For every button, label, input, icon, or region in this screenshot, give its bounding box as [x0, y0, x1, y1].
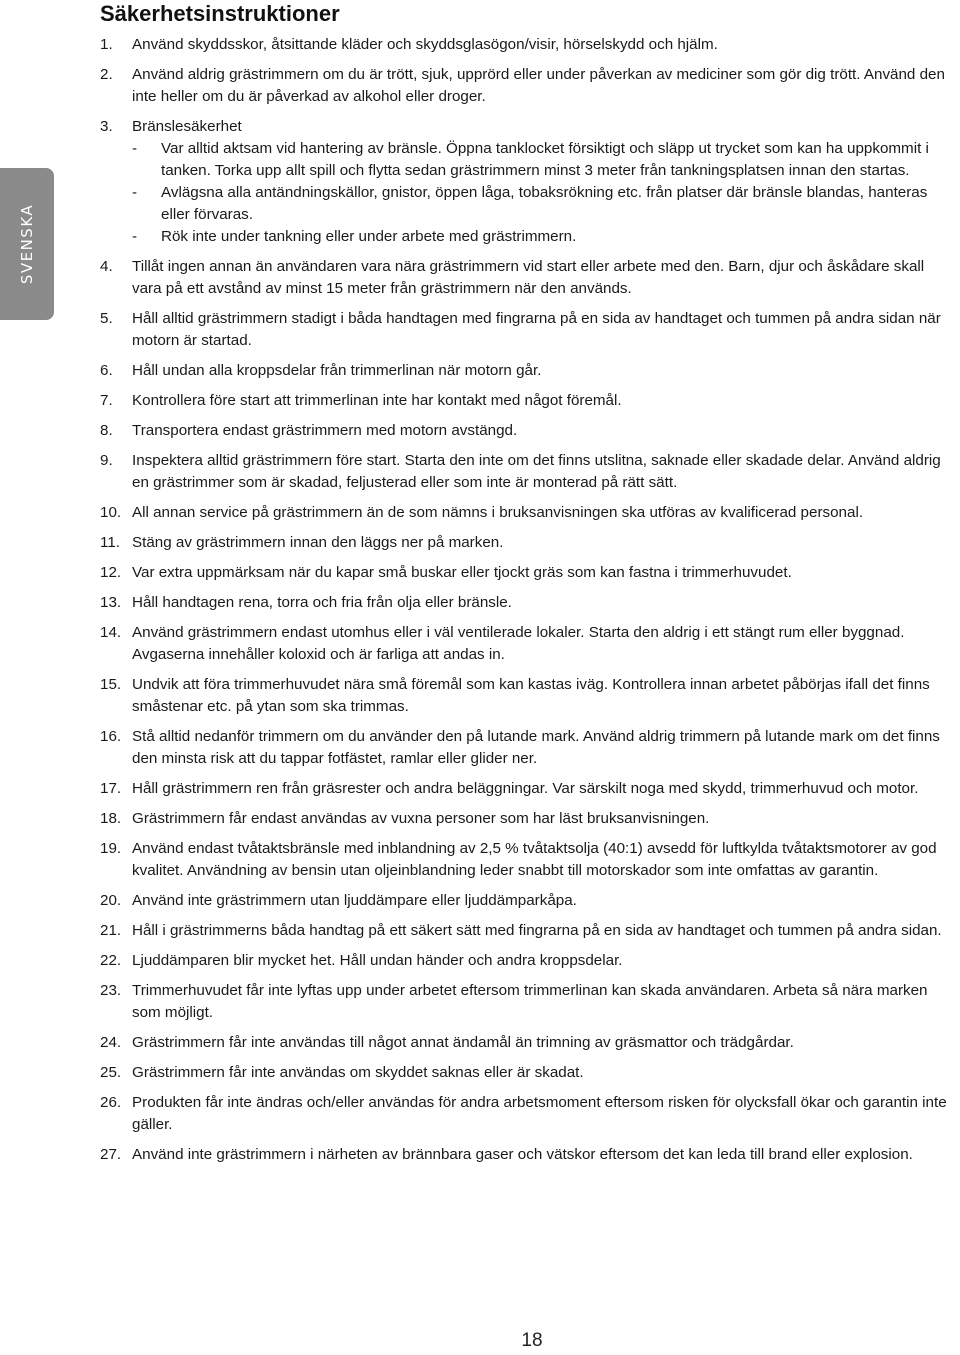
- instruction-text: Grästrimmern får inte användas till något annat ändamål än trimning av gräsmattor och trädgårdar.: [132, 1034, 794, 1051]
- instruction-text: Ljuddämparen blir mycket het. Håll undan händer och andra kroppsdelar.: [132, 952, 623, 969]
- instruction-number: 7.: [100, 392, 113, 409]
- language-side-tab: [0, 168, 54, 320]
- instruction-item: [100, 34, 956, 56]
- instruction-item: [100, 1062, 956, 1084]
- instruction-item: [100, 622, 956, 666]
- instruction-text: Trimmerhuvudet får inte lyftas upp under arbetet eftersom trimmerlinan kan skada användaren. Arbeta så nära marken som möjligt.: [132, 982, 928, 1021]
- instruction-text: Stäng av grästrimmern innan den läggs ner på marken.: [132, 534, 504, 551]
- sub-instruction-item: [132, 226, 956, 248]
- instruction-number: 4.: [100, 258, 113, 275]
- instruction-number: 22.: [100, 952, 122, 969]
- instruction-item: [100, 256, 956, 300]
- instruction-item: [100, 390, 956, 412]
- instruction-number: 16.: [100, 728, 122, 745]
- instruction-number: 24.: [100, 1034, 122, 1051]
- instruction-number: 6.: [100, 362, 113, 379]
- instruction-item: [100, 592, 956, 614]
- instruction-text: Använd inte grästrimmern i närheten av brännbara gaser och vätskor eftersom det kan leda till brand eller explosion.: [132, 1146, 913, 1163]
- instruction-item: [100, 726, 956, 770]
- instruction-item: [100, 674, 956, 718]
- instruction-number: 5.: [100, 310, 113, 327]
- instruction-text: Använd grästrimmern endast utomhus eller i väl ventilerade lokaler. Starta den aldrig i ett stängt rum eller byggnad. Avgaserna innehåller koloxid och är farliga att andas in.: [132, 624, 905, 663]
- instruction-item: [100, 980, 956, 1024]
- instruction-text: Håll undan alla kroppsdelar från trimmerlinan när motorn går.: [132, 362, 542, 379]
- instruction-text: Grästrimmern får inte användas om skyddet saknas eller är skadat.: [132, 1064, 584, 1081]
- instruction-item: [100, 890, 956, 912]
- instruction-number: 1.: [100, 36, 113, 53]
- instruction-text: Håll alltid grästrimmern stadigt i båda handtagen med fingrarna på en sida av handtaget och tummen på andra sidan när motorn är startad.: [132, 310, 941, 349]
- instruction-text: Håll handtagen rena, torra och fria från olja eller bränsle.: [132, 594, 512, 611]
- sub-instruction-text: Avlägsna alla antändningskällor, gnistor, öppen låga, tobaksrökning etc. från platser där bränsle blandas, hanteras eller förvaras.: [161, 184, 928, 223]
- sub-instruction-text: Var alltid aktsam vid hantering av bränsle. Öppna tanklocket försiktigt och släpp ut trycket som kan ha uppkommit i tanken. Torka upp allt spill och flytta sedan grästrimmern minst 3 meter från tankningsplatsen innan den startas.: [161, 140, 929, 179]
- instruction-item: [100, 950, 956, 972]
- instruction-item: [100, 116, 956, 248]
- instruction-number: 23.: [100, 982, 122, 999]
- instruction-item: [100, 502, 956, 524]
- instruction-number: 18.: [100, 810, 122, 827]
- instruction-number: 9.: [100, 452, 113, 469]
- instruction-number: 14.: [100, 624, 122, 641]
- instruction-number: 19.: [100, 840, 122, 857]
- instruction-item: [100, 64, 956, 108]
- sub-instruction-dash: -: [132, 184, 138, 201]
- instruction-text: Undvik att föra trimmerhuvudet nära små föremål som kan kastas iväg. Kontrollera innan arbetet påbörjas ifall det finns småstenar etc. på ytan som ska trimmas.: [132, 676, 930, 715]
- instruction-text: Använd aldrig grästrimmern om du är trött, sjuk, upprörd eller under påverkan av mediciner som gör dig trött. Använd den inte heller om du är påverkad av alkohol eller droger.: [132, 66, 945, 105]
- instruction-text: Produkten får inte ändras och/eller användas för andra arbetsmoment eftersom risken för olycksfall ökar och garantin inte gäller.: [132, 1094, 947, 1133]
- instruction-text: Använd endast tvåtaktsbränsle med inblandning av 2,5 % tvåtaktsolja (40:1) avsedd för luftkylda tvåtaktsmotorer av god kvalitet. Användning av bensin utan oljeinblandning leder snabbt till motorskador som inte omfattas av garantin.: [132, 840, 937, 879]
- sub-instruction-dash: -: [132, 228, 138, 245]
- instruction-number: 15.: [100, 676, 122, 693]
- sub-instruction-item: [132, 138, 956, 182]
- instruction-item: [100, 1032, 956, 1054]
- instruction-item: [100, 562, 956, 584]
- instruction-text: Transportera endast grästrimmern med motorn avstängd.: [132, 422, 518, 439]
- instruction-number: 17.: [100, 780, 122, 797]
- instruction-text: Håll grästrimmern ren från gräsrester och andra beläggningar. Var särskilt noga med skydd, trimmerhuvud och motor.: [132, 780, 919, 797]
- instruction-item: [100, 450, 956, 494]
- instruction-text: Använd skyddsskor, åtsittande kläder och skyddsglasögon/visir, hörselskydd och hjälm.: [132, 36, 718, 53]
- page-title: Säkerhetsinstruktioner: [100, 1, 340, 26]
- instruction-number: 13.: [100, 594, 122, 611]
- instruction-item: [100, 838, 956, 882]
- instruction-item: [100, 1092, 956, 1136]
- instruction-text: Håll i grästrimmerns båda handtag på ett säkert sätt med fingrarna på en sida av handtaget och tummen på andra sidan.: [132, 922, 942, 939]
- instruction-number: 21.: [100, 922, 122, 939]
- safety-instructions-list: [100, 34, 956, 1174]
- instruction-item: [100, 920, 956, 942]
- instruction-text: Grästrimmern får endast användas av vuxna personer som har läst bruksanvisningen.: [132, 810, 710, 827]
- instruction-text: Kontrollera före start att trimmerlinan inte har kontakt med något föremål.: [132, 392, 622, 409]
- sub-instruction-dash: -: [132, 140, 138, 157]
- page-number: 18: [521, 1330, 543, 1351]
- instruction-text: Inspektera alltid grästrimmern före start. Starta den inte om det finns utslitna, saknade eller skadade delar. Använd aldrig en grästrimmer som är skadad, feljusterad eller som inte är monterad på rätt sätt.: [132, 452, 941, 491]
- instruction-text: Var extra uppmärksam när du kapar små buskar eller tjockt gräs som kan fastna i trimmerhuvudet.: [132, 564, 792, 581]
- instruction-number: 26.: [100, 1094, 122, 1111]
- language-tab-label: SVENSKA: [18, 203, 36, 285]
- instruction-text: Tillåt ingen annan än användaren vara nära grästrimmern vid start eller arbete med den. Barn, djur och åskådare skall vara på ett avstånd av minst 15 meter från grästrimmern när den används.: [132, 258, 925, 297]
- instruction-item: [100, 1144, 956, 1166]
- instruction-item: [100, 420, 956, 442]
- sub-instruction-item: [132, 182, 956, 226]
- instruction-item: [100, 532, 956, 554]
- instruction-number: 12.: [100, 564, 122, 581]
- instruction-number: 20.: [100, 892, 122, 909]
- instruction-item: [100, 360, 956, 382]
- instruction-item: [100, 308, 956, 352]
- instruction-item: [100, 778, 956, 800]
- instruction-number: 11.: [100, 534, 120, 551]
- instruction-number: 27.: [100, 1146, 122, 1163]
- instruction-number: 3.: [100, 118, 113, 135]
- instruction-number: 10.: [100, 504, 122, 521]
- instruction-sublist: [132, 138, 956, 248]
- instruction-number: 8.: [100, 422, 113, 439]
- instruction-number: 25.: [100, 1064, 122, 1081]
- sub-instruction-text: Rök inte under tankning eller under arbete med grästrimmern.: [161, 228, 577, 245]
- instruction-number: 2.: [100, 66, 113, 83]
- instruction-text: All annan service på grästrimmern än de som nämns i bruksanvisningen ska utföras av kvalificerad personal.: [132, 504, 864, 521]
- instruction-item: [100, 808, 956, 830]
- instruction-text: Använd inte grästrimmern utan ljuddämpare eller ljuddämparkåpa.: [132, 892, 577, 909]
- instruction-heading: Bränslesäkerhet: [132, 118, 242, 135]
- instruction-text: Stå alltid nedanför trimmern om du använder den på lutande mark. Använd aldrig trimmern på lutande mark om det finns den minsta risk att du tappar fotfästet, ramlar eller glider ner.: [132, 728, 940, 767]
